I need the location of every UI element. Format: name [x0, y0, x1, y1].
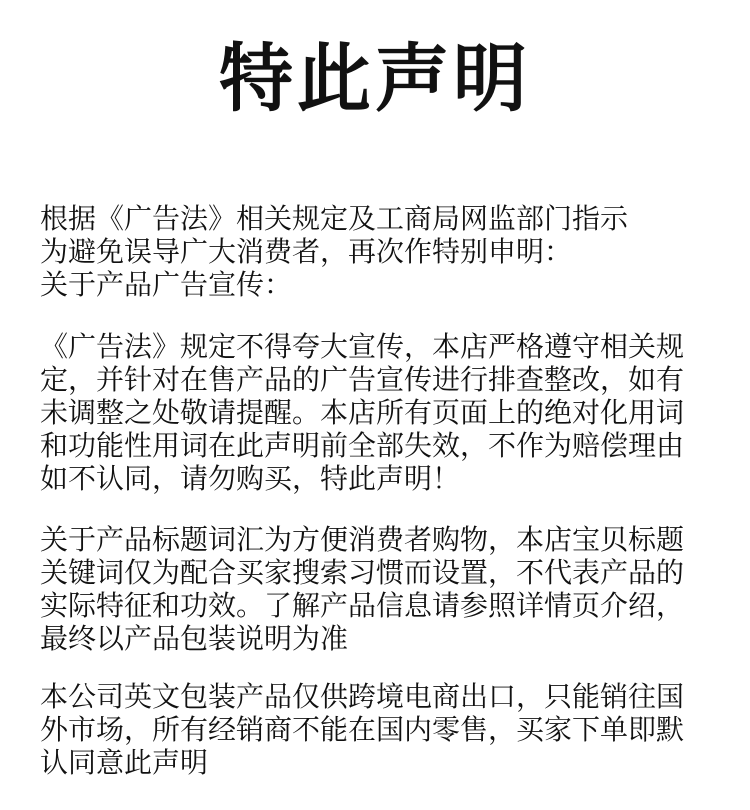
paragraph-regulation-notice: 根据《广告法》相关规定及工商局网监部门指示 为避免误导广大消费者，再次作特别申明： 关于产品广告宣传： — [40, 202, 629, 301]
paragraph-product-title: 关于产品标题词汇为方便消费者购物，本店宝贝标题 关键词仅为配合买家搜索习惯而设置，不代表产品的 实际特征和功效。了解产品信息请参照详情页介绍， 最终以产品包装说明为准 — [40, 523, 685, 655]
page-title: 特此声明 — [219, 36, 531, 122]
paragraph-advertising-law: 《广告法》规定不得夸大宣传，本店严格遵守相关规 定，并针对在售产品的广告宣传进行排查整改，如有 未调整之处敬请提醒。本店所有页面上的绝对化用词 和功能性用词在此声明前全部失效，不作为赔偿理由 如不认同，请勿购买，特此声明！ — [40, 330, 685, 495]
paragraph-export-packaging: 本公司英文包装产品仅供跨境电商出口，只能销往国 外市场，所有经销商不能在国内零售，买家下单即默 认同意此声明 — [40, 680, 685, 779]
